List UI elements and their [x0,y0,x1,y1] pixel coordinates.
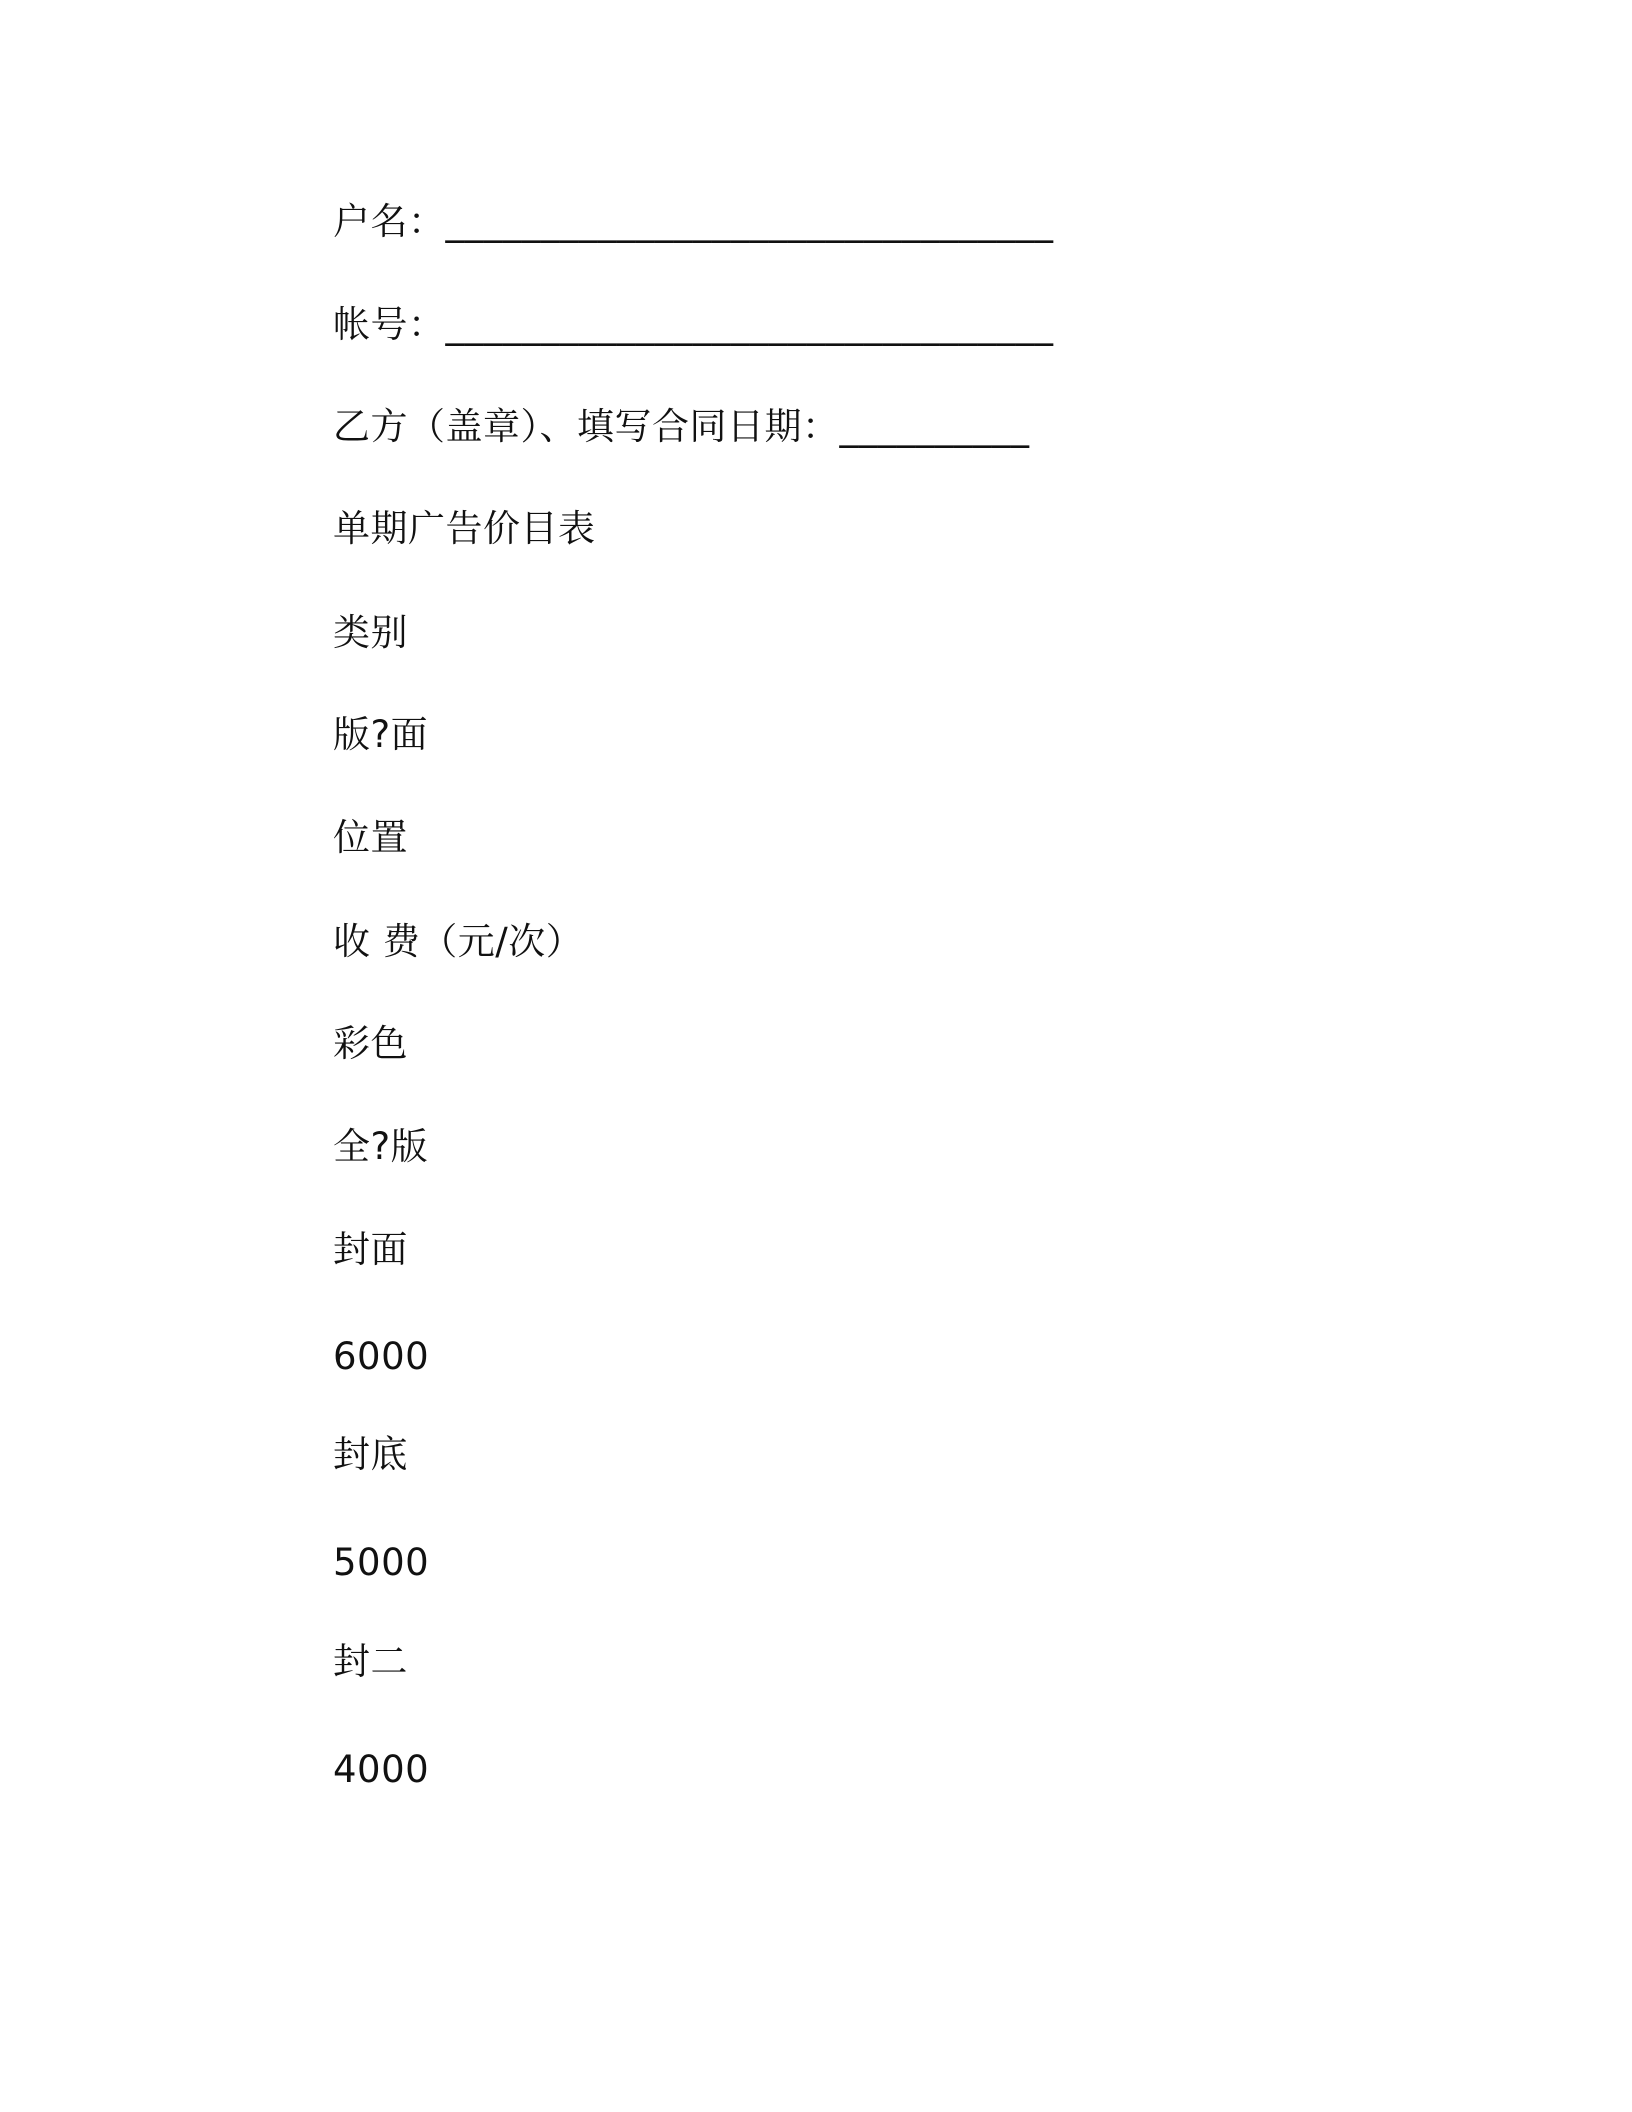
fee-back-cover: 5000 [333,1541,430,1584]
header-category: 类别 [333,611,408,654]
fee-inside-front-cover: 4000 [333,1748,430,1791]
category-color: 彩色 [333,1022,408,1065]
position-back-cover: 封底 [333,1433,408,1476]
layout-full-page: 全?版 [333,1125,429,1168]
header-fee: 收 费（元/次） [333,920,584,963]
price-list-title: 单期广告价目表 [333,507,596,550]
position-inside-front-cover: 封二 [333,1640,408,1683]
account-number-field: 帐号：________________________________ [333,303,1054,346]
fee-cover: 6000 [333,1335,430,1378]
account-name-field: 户名：________________________________ [333,200,1054,243]
party-b-seal-date-field: 乙方（盖章）、填写合同日期：__________ [333,405,1030,448]
header-layout: 版?面 [333,713,429,756]
header-position: 位置 [333,816,408,859]
position-cover: 封面 [333,1228,408,1271]
